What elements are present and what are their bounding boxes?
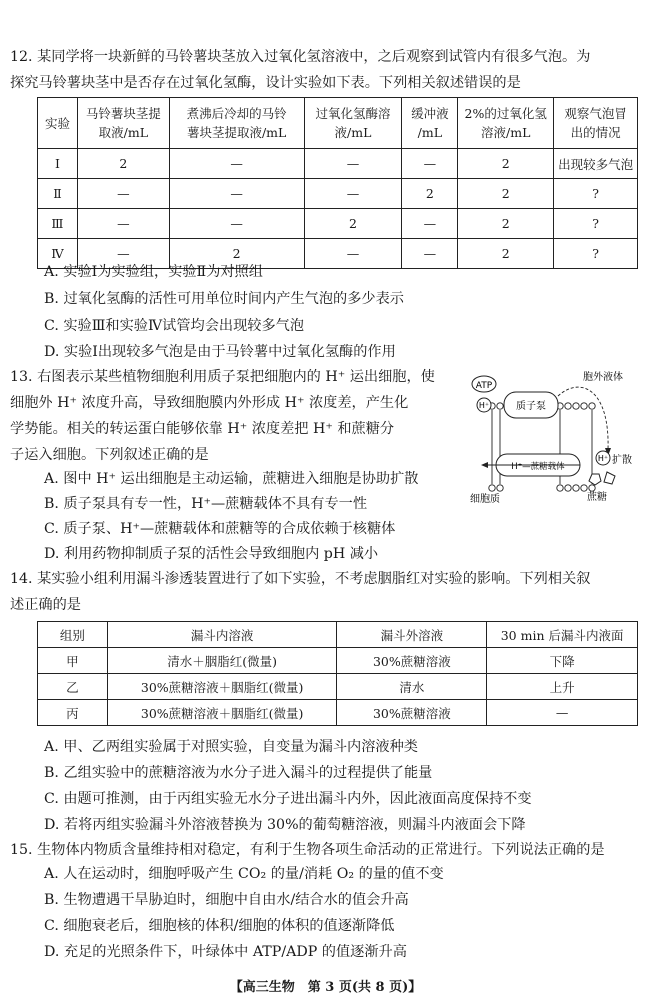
q12-header-cell: 煮沸后冷却的马铃 薯块茎提取液/mL bbox=[169, 98, 304, 149]
table-cell: 2 bbox=[458, 239, 554, 269]
q13-option-d: D. 利用药物抑制质子泵的活性会导致细胞内 pH 减小 bbox=[44, 546, 379, 562]
table-cell: ? bbox=[554, 239, 638, 269]
q12-stem-line2: 探究马铃薯块茎中是否存在过氧化氢酶，设计实验如下表。下列相关叙述错误的是 bbox=[10, 75, 521, 91]
table-cell: 2 bbox=[458, 179, 554, 209]
q13-stem-line: 13. 右图表示某些植物细胞利用质子泵把细胞内的 H⁺ 运出细胞，使 bbox=[10, 369, 435, 385]
sucrose-label: 蔗糖 bbox=[587, 492, 607, 503]
q12-option-d: D. 实验Ⅰ出现较多气泡是由于马铃薯中过氧化氢酶的作用 bbox=[44, 344, 396, 360]
table-cell: 2 bbox=[77, 149, 169, 179]
atp-label: ATP bbox=[475, 381, 493, 391]
table-cell: 30%蔗糖溶液＋胭脂红(微量) bbox=[107, 700, 337, 726]
q13-stem-line: 子运入细胞。下列叙述正确的是 bbox=[10, 447, 209, 463]
q14-stem-line2: 述正确的是 bbox=[10, 597, 81, 613]
table-cell: — bbox=[77, 209, 169, 239]
q12-table-header bbox=[38, 98, 638, 149]
q12-header-cell: 马铃薯块茎提 取液/mL bbox=[77, 98, 169, 149]
table-cell: 2 bbox=[458, 149, 554, 179]
q12-stem bbox=[10, 44, 640, 96]
q14-header-cell: 漏斗内溶液 bbox=[107, 622, 337, 648]
table-cell: 下降 bbox=[487, 648, 638, 674]
q12-header-cell: 2%的过氧化氢 溶液/mL bbox=[458, 98, 554, 149]
table-row bbox=[38, 700, 638, 726]
q15-option-b: B. 生物遭遇干旱胁迫时，细胞中自由水/结合水的值会升高 bbox=[44, 892, 409, 908]
table-cell: — bbox=[169, 179, 304, 209]
page-footer: 【高三生物 第 3 页(共 8 页)】 bbox=[229, 980, 422, 995]
q13-option-b: B. 质子泵具有专一性，H⁺—蔗糖载体不具有专一性 bbox=[44, 496, 368, 512]
q12-option-b: B. 过氧化氢酶的活性可用单位时间内产生气泡的多少表示 bbox=[44, 291, 404, 307]
table-cell: 乙 bbox=[38, 674, 108, 700]
arrow-head bbox=[481, 462, 488, 468]
q12-header-cell: 过氧化氢酶溶 液/mL bbox=[304, 98, 402, 149]
table-cell: — bbox=[304, 179, 402, 209]
q15-option-d: D. 充足的光照条件下，叶绿体中 ATP/ADP 的值逐渐升高 bbox=[44, 944, 407, 960]
table-cell: 出现较多气泡 bbox=[554, 149, 638, 179]
q14-option-a: A. 甲、乙两组实验属于对照实验，自变量为漏斗内溶液种类 bbox=[44, 739, 418, 755]
q12-stem-line1: 12. 某同学将一块新鲜的马铃薯块茎放入过氧化氢溶液中，之后观察到试管内有很多气泡。为 bbox=[10, 49, 591, 65]
q14-option-c: C. 由题可推测，由于丙组实验无水分子进出漏斗内外，因此液面高度保持不变 bbox=[44, 791, 532, 807]
table-cell: — bbox=[77, 239, 169, 269]
table-cell: — bbox=[402, 209, 458, 239]
membrane-inner-leaflet bbox=[489, 485, 595, 491]
q12-option-c: C. 实验Ⅲ和实验Ⅳ试管均会出现较多气泡 bbox=[44, 318, 305, 334]
table-cell: — bbox=[304, 149, 402, 179]
q15-option-c: C. 细胞衰老后，细胞核的体积/细胞的体积的值逐渐降低 bbox=[44, 918, 395, 934]
table-cell: 30%蔗糖溶液 bbox=[337, 700, 487, 726]
h-plus-inside-label: H⁺ bbox=[478, 401, 490, 410]
table-cell: 2 bbox=[458, 209, 554, 239]
proton-pump-label: 质子泵 bbox=[516, 401, 546, 412]
q14-header-cell: 漏斗外溶液 bbox=[337, 622, 487, 648]
q13-option-a: A. 图中 H⁺ 运出细胞是主动运输，蔗糖进入细胞是协助扩散 bbox=[44, 471, 419, 487]
q12-header-cell: 实验 bbox=[38, 98, 78, 149]
q13-stem-line: 学势能。相关的转运蛋白能够依靠 H⁺ 浓度差把 H⁺ 和蔗糖分 bbox=[10, 421, 395, 437]
q14-header-cell: 30 min 后漏斗内液面 bbox=[487, 622, 638, 648]
q14-option-d: D. 若将丙组实验漏斗外溶液替换为 30%的葡萄糖溶液，则漏斗内液面会下降 bbox=[44, 817, 526, 833]
table-cell: Ⅱ bbox=[38, 179, 78, 209]
q12-option-a: A. 实验Ⅰ为实验组，实验Ⅱ为对照组 bbox=[44, 264, 263, 280]
table-cell: — bbox=[169, 149, 304, 179]
table-row bbox=[38, 149, 638, 179]
table-cell: 2 bbox=[169, 239, 304, 269]
q13-option-c: C. 质子泵、H⁺—蔗糖载体和蔗糖等的合成依赖于核糖体 bbox=[44, 521, 396, 537]
sucrose-shape bbox=[589, 474, 601, 485]
cytoplasm-label: 细胞质 bbox=[470, 494, 500, 505]
sucrose-shape bbox=[604, 472, 615, 484]
table-cell: — bbox=[169, 209, 304, 239]
q15-option-a: A. 人在运动时，细胞呼吸产生 CO₂ 的量/消耗 O₂ 的量的值不变 bbox=[44, 866, 444, 882]
h-plus-outside-label: H⁺ bbox=[597, 454, 609, 463]
extracellular-label: 胞外液体 bbox=[583, 372, 623, 383]
table-cell: — bbox=[402, 149, 458, 179]
table-row bbox=[38, 179, 638, 209]
carrier-label: H⁺—蔗糖载体 bbox=[511, 462, 565, 472]
q13-stem bbox=[10, 364, 470, 468]
table-cell: 清水 bbox=[337, 674, 487, 700]
q12-table bbox=[37, 97, 638, 269]
q15-stem bbox=[10, 837, 640, 863]
q14-stem bbox=[10, 566, 640, 618]
table-cell: Ⅲ bbox=[38, 209, 78, 239]
table-row bbox=[38, 209, 638, 239]
q13-stem-line: 细胞外 H⁺ 浓度升高，导致细胞膜内外形成 H⁺ 浓度差，产生化 bbox=[10, 395, 409, 411]
q14-option-b: B. 乙组实验中的蔗糖溶液为水分子进入漏斗的过程提供了能量 bbox=[44, 765, 433, 781]
q14-table-header bbox=[38, 622, 638, 648]
table-cell: ? bbox=[554, 209, 638, 239]
proton-pump-diagram bbox=[470, 368, 644, 508]
q15-stem-line1: 15. 生物体内物质含量维持相对稳定，有利于生物各项生命活动的正常进行。下列说法正确的是 bbox=[10, 842, 605, 858]
table-cell: — bbox=[402, 239, 458, 269]
table-cell: 2 bbox=[304, 209, 402, 239]
table-cell: 丙 bbox=[38, 700, 108, 726]
table-cell: 2 bbox=[402, 179, 458, 209]
q14-header-cell: 组别 bbox=[38, 622, 108, 648]
table-row bbox=[38, 674, 638, 700]
q12-header-cell: 观察气泡冒 出的情况 bbox=[554, 98, 638, 149]
table-cell: — bbox=[487, 700, 638, 726]
diffusion-label: 扩散 bbox=[612, 455, 632, 466]
q14-table bbox=[37, 621, 638, 726]
table-cell: 30%蔗糖溶液 bbox=[337, 648, 487, 674]
table-cell: Ⅰ bbox=[38, 149, 78, 179]
table-cell: 30%蔗糖溶液＋胭脂红(微量) bbox=[107, 674, 337, 700]
table-cell: 上升 bbox=[487, 674, 638, 700]
table-cell: ? bbox=[554, 179, 638, 209]
h-plus-transport-arrow bbox=[558, 387, 608, 450]
q14-stem-line1: 14. 某实验小组利用漏斗渗透装置进行了如下实验，不考虑胭脂红对实验的影响。下列相关叙 bbox=[10, 571, 591, 587]
table-cell: — bbox=[77, 179, 169, 209]
table-cell: — bbox=[304, 239, 402, 269]
table-cell: 甲 bbox=[38, 648, 108, 674]
q12-header-cell: 缓冲液 /mL bbox=[402, 98, 458, 149]
table-cell: Ⅳ bbox=[38, 239, 78, 269]
table-row bbox=[38, 648, 638, 674]
table-cell: 清水＋胭脂红(微量) bbox=[107, 648, 337, 674]
